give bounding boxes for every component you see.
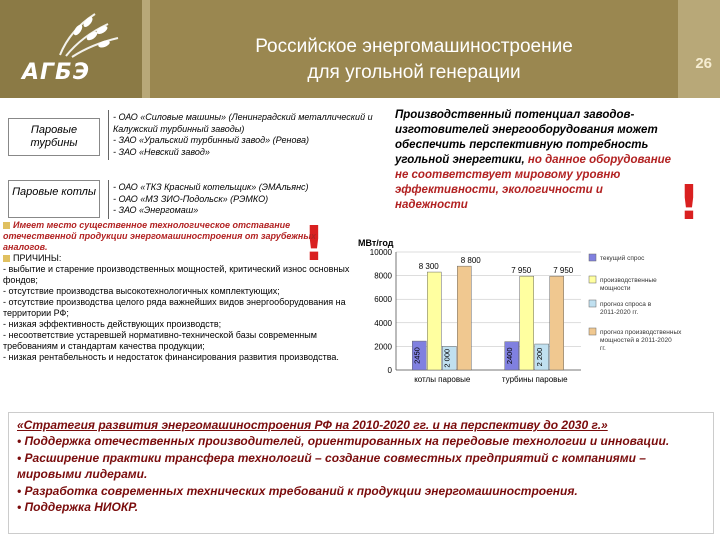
exclamation-icon: ! xyxy=(678,175,700,231)
data-label: 7 950 xyxy=(511,266,532,276)
list-item: - ЗАО «Уральский турбинный завод» (Ренова) xyxy=(113,135,310,145)
data-label: 2 000 xyxy=(442,348,452,368)
y-axis-label: МВт/год xyxy=(358,238,394,248)
y-tick-label: 4000 xyxy=(374,318,392,328)
legend-swatch xyxy=(589,276,596,283)
reason-item: - отсутствие производства целого ряда важнейших видов энергооборудования на территории РФ; xyxy=(3,297,346,318)
strategy-item: • Расширение практики трансфера технологий – создание совместных предприятий с компаниями – мировыми лидерами. xyxy=(17,450,646,482)
legend-label: производственные мощности xyxy=(600,277,657,292)
list-item: - ОАО «ТКЗ Красный котельщик» (ЭМАльянс) xyxy=(113,182,309,192)
legend-swatch xyxy=(589,300,596,307)
page-title xyxy=(150,34,678,86)
potential-main: Производственный потенциал заводов-изготовителей энергооборудования может обеспечить перспективную потребность угольной энергетики, xyxy=(395,109,658,166)
strategy-item: • Разработка современных технических требований к продукции энергомашиностроения. xyxy=(17,483,578,498)
data-label: 8 300 xyxy=(418,262,439,272)
title-line-2: для угольной генерации xyxy=(307,62,521,83)
problems-block xyxy=(3,220,355,363)
x-tick-label: котлы паровые xyxy=(414,375,471,384)
slide-header xyxy=(0,0,720,98)
reason-item: - выбытие и старение производственных мощностей, критический износ основных фондов; xyxy=(3,264,350,285)
page-number: 26 xyxy=(695,55,712,72)
reason-item: - несоответствие устаревшей нормативно-технической базы современным требованиям и стандартам качества продукции; xyxy=(3,330,317,351)
legend-label: прогноз спроса в 2011-2020 гг. xyxy=(600,301,652,316)
y-tick-label: 6000 xyxy=(374,295,392,305)
strategy-title: «Стратегия развития энергомашиностроения РФ на 2010-2020 гг. и на перспективу до 2030 г.» xyxy=(17,418,608,432)
legend-swatch xyxy=(589,328,596,335)
y-tick-label: 10000 xyxy=(369,248,392,257)
lag-text: Имеет место существенное технологическое отставание отечественной продукции энергомашиностроения от зарубежных аналогов. xyxy=(3,220,317,252)
data-label: 2450 xyxy=(412,347,422,364)
data-label: 8 800 xyxy=(460,256,481,266)
reasons-title: ПРИЧИНЫ: xyxy=(3,253,355,264)
capacity-chart xyxy=(356,236,720,396)
reason-item: - низкая рентабельность и недостаток финансирования развития производства. xyxy=(3,352,339,362)
reason-item: - отсутствие производства высокотехнологичных комплектующих; xyxy=(3,286,280,296)
data-label: 7 950 xyxy=(553,266,574,276)
list-turbine-manufacturers xyxy=(108,110,388,160)
label-steam-turbines: Паровые турбины xyxy=(8,118,100,156)
exclamation-icon: ! xyxy=(303,216,325,272)
x-tick-label: турбины паровые xyxy=(501,375,568,384)
data-label: 2 200 xyxy=(535,347,545,367)
strategy-item: • Поддержка отечественных производителей, ориентированных на передовые технологии и инновации. xyxy=(17,434,670,449)
square-bullet-icon xyxy=(3,255,10,262)
y-tick-label: 0 xyxy=(387,366,392,375)
list-item: - ЗАО «Невский завод» xyxy=(113,146,210,157)
bar xyxy=(550,276,564,370)
list-item: - ОАО «МЗ ЗИО-Подольск» (РЭМКО) xyxy=(113,193,269,204)
bar xyxy=(457,266,471,370)
title-line-1: Российское энергомашиностроение xyxy=(255,36,573,57)
list-item: - ЗАО «Энергомаш» xyxy=(113,205,199,215)
potential-accent: но данное оборудование не соответствует мировому уровню эффективности, экологичности и надежности xyxy=(395,154,672,211)
label-steam-boilers: Паровые котлы xyxy=(8,180,100,218)
y-tick-label: 8000 xyxy=(374,271,392,281)
title-area xyxy=(150,0,678,98)
reason-item: - низкая эффективность действующих производств; xyxy=(3,319,222,329)
legend-label: прогноз производственных мощностей в 2011-2020 гг. xyxy=(600,329,682,352)
potential-statement xyxy=(395,108,677,213)
strategy-item: • Поддержка НИОКР. xyxy=(17,500,139,515)
square-bullet-icon xyxy=(3,222,10,229)
legend-label: текущий спрос xyxy=(600,255,645,262)
data-label: 2400 xyxy=(505,347,515,365)
list-boiler-manufacturers xyxy=(108,180,378,219)
list-item: - ОАО «Силовые машины» (Ленинградский металлический и Калужский турбинный заводы) xyxy=(113,112,373,134)
bar xyxy=(520,276,534,370)
lag-statement xyxy=(3,220,355,253)
logo-area xyxy=(0,0,142,98)
logo-text: АГБЭ xyxy=(22,60,90,85)
bar xyxy=(427,272,441,370)
legend-swatch xyxy=(589,254,596,261)
strategy-box xyxy=(8,412,714,534)
y-tick-label: 2000 xyxy=(374,342,392,352)
